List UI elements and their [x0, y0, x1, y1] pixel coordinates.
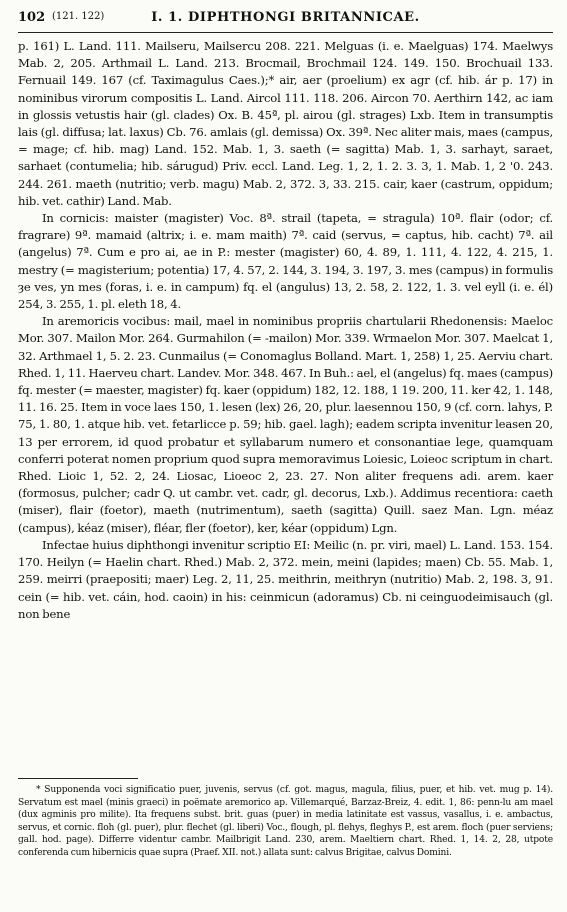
main-text: [18, 38, 553, 623]
footnote-text: * Supponenda voci significatio puer, juvenis, servus (cf. got. magus, magula, filius, puer, et hib. vet. mug p. 14). Servatum est mael (minis graeci) in poëmate aremorico ap. Villemarqué, Barzaz-Breiz, 4. edit. 1, 86: penn-lu am mael (dux agminis pro milite). Ita frequens subst. brit. guas (puer) in media latinitate est vassus, vasallus, i. e. ambactus, servus, et cornic. floh (gl. puer), plur. flechet (gl. liberi) Voc., flough, pl. flehys, fleghys P., est arem. floch (puer serviens; gall. hod. page). Differre videntur cambr. Mailbrigit Land. 230, arem. Maeltiern chart. Rhed. 1, 14. 2, 28, utpote conferenda cum hibernicis quae supra (Praef. XII. not.) allata sunt: calvus Brigitae, calvus Domini.: [18, 785, 553, 858]
paragraph: Infectae huius diphthongi invenitur scriptio EI: Meilic (n. pr. viri, mael) L. Land. 153. 154. 170. Heilyn (= Haelin chart. Rhed.) Mab. 2, 372. mein, meini (lapides; maen) Cb. 55. Mab. 1, 259. meirri (praepositi; maer) Leg. 2, 11, 25. meithrin, meithryn (nutritio) Mab. 2, 198. 3, 91. cein (= hib. vet. cáin, hod. caoin) in his: ceinmicun (adoramus) Cb. ni ceinguodeimisauch (gl. non bene: [18, 537, 553, 621]
footnote: [18, 784, 553, 860]
paragraph: In aremoricis vocibus: mail, mael in nominibus propriis chartularii Rhedonensis: Maeloc Mor. 307. Mailon Mor. 264. Gurmahilon (= -mailon) Mor. 339. Wrmaelon Mor. 307. Maelcat 1, 32. Arthmael 1, 5. 2. 23. Cunmailus (= Conomaglus Bolland. Mart. 1, 258) 1, 25. Aerviu chart. Rhed. 1, 11. Haerveu chart. Landev. Mor. 348. 467. In Buh.: ael, el (angelus) fq. maes (campus) fq. mester (= maester, magister) fq. kaer (oppidum) 182, 12. 188, 1 19. 200, 11. ker 42, 1. 148, 11. 16. 25. Item in voce laes 150, 1. lesen (lex) 26, 20, plur. laesennou 150, 9 (cf. corn. lahys, P. 75, 1. 80, 1. atque hib. vet. fetarlicce p. 59; hib. gael. lagh); eadem scripta invenitur leasen 20, 13 per errorem, id quod probatur et syllabarum numero et consonantiae lege, quamquam conferri poterat nomen proprium quod supra memoravimus Loiesic, Loieoc scriptum in chart. Rhed. Lioic 1, 52. 2, 24. Liosac, Lioeoc 2, 23. 27. Non aliter frequens adi. arem. kaer (formosus, pulcher; cadr Q. ut cambr. vet. cadr, gl. decorus, Lxb.). Addimus recentiora: caeth (miser), flair (foetor), maeth (nutrimentum), saeth (sagitta) Quill. saez Man. Lgn. méaz (campus), kéaz (miser), fléar, fler (foetor), ker, kéar (oppidum) Lgn.: [18, 314, 553, 535]
page-number: 102: [18, 10, 46, 25]
paragraph: p. 161) L. Land. 111. Mailseru, Mailsercu 208. 221. Melguas (i. e. Maelguas) 174. Maelwys Mab. 2, 205. Arthmail L. Land. 213. Brocmail, Brochmail 124. 149. 150. Brochuail 133. Fernuail 149. 167 (cf. Taximagulus Caes.);* air, aer (proelium) ex agr (cf. hib. ár p. 17) in nominibus virorum compositis L. Land. Aircol 111. 118. 206. Aircon 70. Aerthirn 142, ac iam in glossis vetustis hair (gl. clades) Ox. B. 45ª, pl. airou (gl. strages) Lxb. Item in transumptis lais (gl. diffusa; lat. laxus) Cb. 76. amlais (gl. demissa) Ox. 39ª. Nec aliter mais, maes (campus, = mage; cf. hib. mag) Land. 152. Mab. 1, 3. saeth (= sagitta) Mab. 1, 3. sarhayt, saraet, sarhaet (contumelia; hib. sárugud) Priv. eccl. Land. Leg. 1, 2, 1. 2. 3. 3, 1. Mab. 1, 2 '0. 243. 244. 261. maeth (nutritio; verb. magu) Mab. 2, 372. 3, 33. 215. cair, kaer (castrum, oppidum; hib. vet. cathir) Land. Mab.: [18, 39, 553, 208]
section-reference: (121. 122): [52, 11, 105, 22]
running-header: [18, 8, 553, 28]
paragraph: In cornicis: maister (magister) Voc. 8ª. strail (tapeta, = stragula) 10ª. flair (odor; cf. fragrare) 9ª. mamaid (altrix; i. e. mam maith) 7ª. caid (servus, = captus, hib. cacht) 7ª. ail (angelus) 7ª. Cum e pro ai, ae in P.: mester (magister) 60, 4. 89, 1. 111, 4. 122, 4. 215, 1. mestry (= magisterium; potentia) 17, 4. 57, 2. 144, 3. 194, 3. 197, 3. mes (campus) in formulis ȝe ves, yn mes (foras, i. e. in campum) fq. el (angulus) 13, 2. 58, 2. 122, 1. 3. vel eyll (i. e. él) 254, 3. 255, 1. pl. eleth 18, 4.: [18, 211, 553, 312]
footnote-rule: [18, 778, 138, 779]
running-title: I. 1. DIPHTHONGI BRITANNICAE.: [151, 10, 420, 25]
header-rule: [18, 32, 553, 33]
